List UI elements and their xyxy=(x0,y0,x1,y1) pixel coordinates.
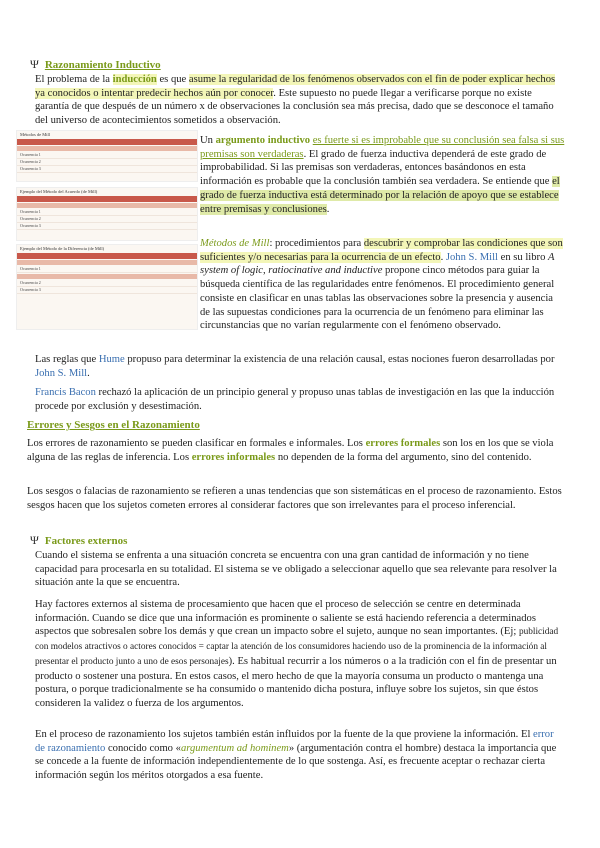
section-heading-errores: Errores y Sesgos en el Razonamiento xyxy=(27,419,200,431)
paragraph-problema-induccion: El problema de la inducción es que asume la regularidad de los fenómenos observados con el fin de poder explicar hechos ya conocidos o intentar predecir hechos aún por conocer. Este supuesto no puede llegar a verificarse porque no existe garantía de que después de un número x de observaciones la conclusión sea más precisa, dado que se desconoce el tamaño del universo de acontecimientos sometidos a observación. xyxy=(35,74,556,127)
table-thumbnail-metodos: Métodos de Mill Ocurrencia 1 Ocurrencia 2 Ocurrencia 3 xyxy=(16,130,198,182)
paragraph-sistema-situacion: Cuando el sistema se enfrenta a una situación concreta se encuentra con una gran cantidad de información y no tiene capacidad para procesarla en su totalidad. El sistema se ve obligado a seleccionar aquello que sea relevante para resolver la situación ante la que se encuentra. xyxy=(35,550,557,589)
table-thumbnail-acuerdo: Ejemplo del Método del Acuerdo (de Mill) Ocurrencia 1 Ocurrencia 2 Ocurrencia 3 xyxy=(16,187,198,241)
section-heading-factores: Ψ Factores externos xyxy=(30,533,128,547)
paragraph-metodos-mill: Métodos de Mill: procedimientos para descubrir y comprobar las condiciones que son suficientes y/o necesarias para la ocurrencia de un efecto. John S. Mill en su libro A system of logic, ratiocinative and inductive propone cinco métodos para guiar la búsqueda científica de las regularidades entre fenómenos. El procedimiento general consiste en clasificar en unas tablas las observaciones sobre la presencia y ausencia de las supuestas condiciones para la ocurrencia de un fenómeno para eliminar las circunstancias que no varían regularmente con el fenómeno observado. xyxy=(200,238,563,332)
paragraph-francis-bacon: Francis Bacon rechazó la aplicación de un principio general y propuso unas tablas de investigación en las que la inducción procede por exclusión y desestimación. xyxy=(35,387,555,412)
psi-bullet-icon: Ψ xyxy=(30,533,39,547)
paragraph-factores-externos: Hay factores externos al sistema de procesamiento que hacen que el proceso de selección se centre en determinada información. Cuando se dice que una información es prominente o saliente se está haciendo referencia a determinados aspectos que sobresalen sobre los demás y que crean un impacto sobre el sujeto, aunque no sean importantes. (Ej; publicidad con modelos atractivos o actores conocidos = captar la atención de los consumidores haciendo uso de la prominencia de la información al presentar el producto junto a uno de esos personajes). Es habitual recurrir a los números o a la tradición con el fin de presentar un producto o sostener una postura. En estos casos, el mero hecho de que la mayoría consuma un producto o mantenga una postura, o porque tradicionalmente se ha consumido o mantenido dicha postura, influye sobre los sujetos, sin que éstos consideren la validez o fuerza de los argumentos. xyxy=(35,599,559,709)
paragraph-argumento-inductivo: Un argumento inductivo es fuerte si es improbable que su conclusión sea falsa si sus premisas son verdaderas. El grado de fuerza inductiva dependerá de este grado de improbabilidad. Si las premisas son verdaderas, entonces basándonos en esta información es probable que la conclusión también sea verdadera. Se entiende que el grado de fuerza inductiva está determinado por la relación de apoyo que se establece entre premisas y conclusiones. xyxy=(200,135,565,215)
paragraph-reglas-hume: Las reglas que Hume propuso para determinar la existencia de una relación causal, estas nociones fueron desarrolladas por John S. Mill. xyxy=(35,354,555,379)
psi-bullet-icon: Ψ xyxy=(30,57,39,71)
paragraph-sesgos: Los sesgos o falacias de razonamiento se refieren a unas tendencias que son sistemáticas en el proceso de razonamiento. Estos sesgos hacen que los sujetos cometen errores al considerar factores que son irrelevantes para el proceso inferencial. xyxy=(27,486,562,511)
section-heading-inductivo: Ψ Razonamiento Inductivo xyxy=(30,57,161,71)
paragraph-errores-formales: Los errores de razonamiento se pueden clasificar en formales e informales. Los errores formales son los en los que se viola alguna de las reglas de inferencia. Los errores informales no dependen de la forma del argumento, sino del contenido. xyxy=(27,438,554,463)
paragraph-fuente-informacion: En el proceso de razonamiento los sujetos también están influidos por la fuente de la que proviene la información. El error de razonamiento conocido como «argumentum ad hominem» (argumentación contra el hombre) destaca la importancia que se concede a la fuente de información independientemente de lo que sostenga. Así, es frecuente aceptar o rechazar cierta información según los méritos otorgados a esa fuente. xyxy=(35,729,557,782)
table-thumbnail-diferencia: Ejemplo del Método de la Diferencia (de Mill) Ocurrencia 1 Ocurrencia 2 Ocurrencia 3 xyxy=(16,244,198,330)
